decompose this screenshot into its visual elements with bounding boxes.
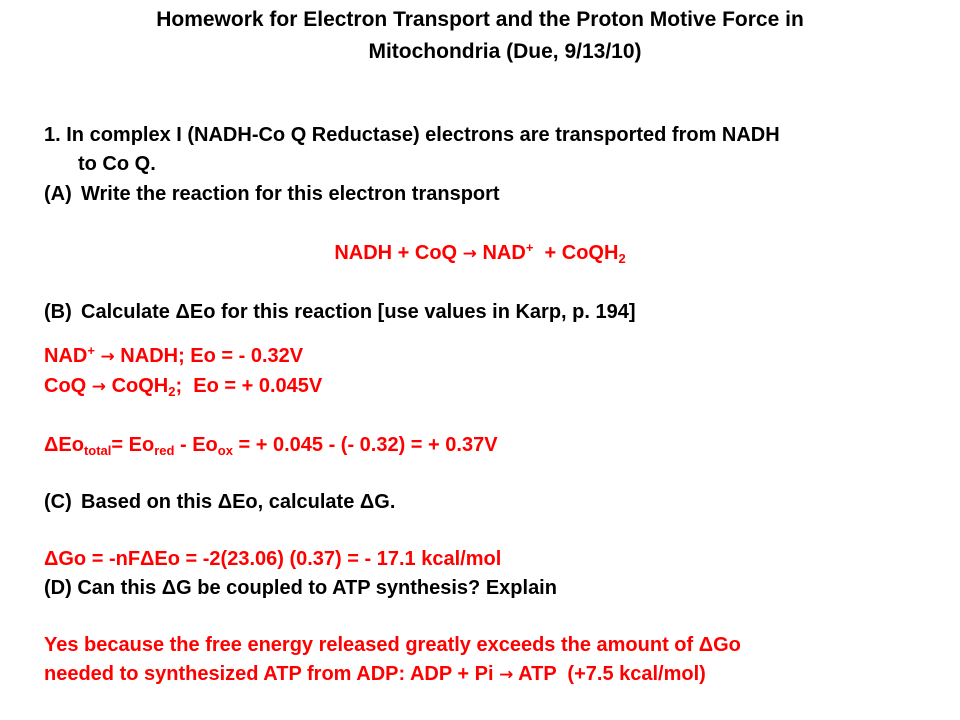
part-b-text: Calculate ΔEo for this reaction [use values in Karp, p. 194]: [81, 301, 636, 323]
part-d: (D) Can this ΔG be coupled to ATP synthesis? Explain: [44, 577, 557, 599]
arrow-icon: →: [91, 377, 107, 397]
half1-charge: +: [87, 343, 95, 358]
reaction-left: NADH + CoQ: [334, 242, 458, 264]
answer-line-1: Yes because the free energy released greatly exceeds the amount of ΔGo: [44, 634, 741, 656]
half-reaction-nad: [44, 345, 303, 368]
half2-left: CoQ: [44, 375, 92, 397]
arrow-icon: →: [462, 244, 477, 264]
reaction-sub: 2: [618, 251, 626, 266]
part-b-label: (B): [44, 301, 72, 323]
part-c-label: (C): [44, 491, 72, 513]
reaction-nad: NAD: [482, 242, 526, 264]
half-reaction-coq: [44, 375, 322, 398]
half2-rest: ; Eo = + 0.045V: [175, 375, 323, 397]
delta-a: ΔEo: [44, 434, 84, 456]
part-a: [44, 183, 500, 206]
half1-rest: NADH; Eo = - 0.32V: [114, 345, 304, 367]
part-a-text: Write the reaction for this electron transport: [81, 183, 500, 205]
reaction-nad-charge: +: [525, 240, 534, 255]
reaction-answer: [0, 242, 960, 265]
half2-mid: CoQH: [106, 375, 169, 397]
delta-b-sub: red: [154, 443, 175, 458]
delta-a-sub: total: [83, 443, 112, 458]
delta-c: - Eo: [174, 434, 218, 456]
part-b: [44, 301, 636, 324]
delta-b: = Eo: [111, 434, 155, 456]
delta-g-answer: ΔGo = -nFΔEo = -2(23.06) (0.37) = - 17.1 kcal/mol: [44, 548, 502, 570]
delta-d: = + 0.045 - (- 0.32) = + 0.37V: [232, 434, 498, 456]
question-1-line-1: 1. In complex I (NADH-Co Q Reductase) electrons are transported from NADH: [44, 124, 780, 146]
answer-line-2: [44, 663, 706, 686]
arrow-icon: →: [100, 347, 115, 367]
question-1-line-2: to Co Q.: [78, 153, 156, 175]
page-title-line-2: Mitochondria (Due, 9/13/10): [368, 40, 642, 63]
part-a-label: (A): [44, 183, 72, 205]
part-c-text: Based on this ΔEo, calculate ΔG.: [81, 491, 396, 513]
half2-sub: 2: [168, 384, 176, 399]
reaction-right: + CoQH: [533, 242, 619, 264]
page-title-line-1: Homework for Electron Transport and the Proton Motive Force in: [156, 8, 804, 31]
delta-c-sub: ox: [217, 443, 233, 458]
arrow-icon: →: [499, 665, 514, 685]
delta-eo-total: [44, 434, 498, 457]
part-c: [44, 491, 395, 514]
answer-line-2-b: ATP (+7.5 kcal/mol): [513, 663, 706, 685]
half1-nad: NAD: [44, 345, 88, 367]
answer-line-2-a: needed to synthesized ATP from ADP: ADP + Pi: [44, 663, 500, 685]
